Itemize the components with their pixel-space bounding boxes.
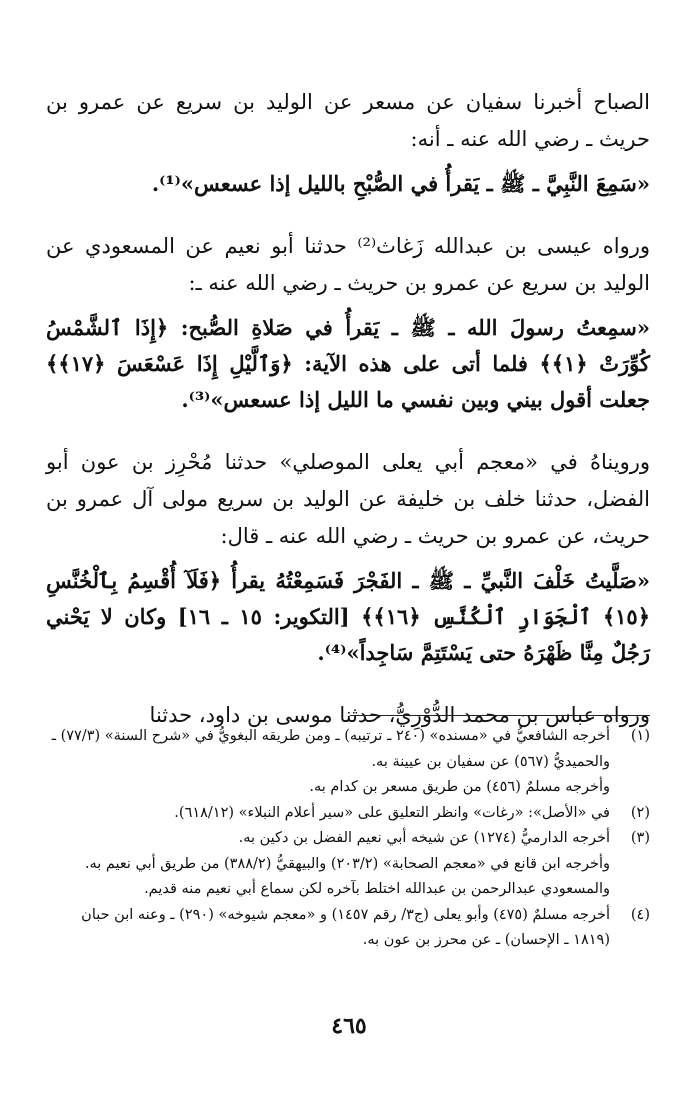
- footnote-2: [46, 801, 650, 827]
- hadith-3: «صَلَّيتُ خَلْفَ النَّبيِّ ـ ﷺ ـ الفَجْرَ فَسَمِعْتُهُ يقرأُ ﴿فَلَآ أُقْسِمُ بِٱلْخُنَّسِ ﴿١٥﴾ ٱلْجَوَارِ ٱلْكُنَّسِ ﴿١٦﴾﴾ [التكوير: ١٥ ـ ١٦] وكان لا يَحْني رَجُلٌ مِنَّا ظَهْرَهُ حتى يَسْتَتِمَّ سَاجِداً»⁽⁴⁾.: [46, 568, 650, 665]
- footnote-1-continuation: وأخرجه مسلمٌ (٤٥٦) من طريق مسعر بن كدام به.: [309, 779, 610, 795]
- paragraph-4: ورواه عباس بن محمد الدُّوْرِيُّ، حدثنا موسى بن داود، حدثنا: [149, 703, 650, 727]
- footnote-text: أخرجه الدارميُّ (١٢٧٤) عن شيخه أبي نعيم الفضل بن دكين به.: [238, 830, 610, 846]
- footnote-divider: [350, 715, 650, 716]
- footnote-3-continuation: وأخرجه ابن قانع في «معجم الصحابة» (٢٠٣/٢) والبيهقيُّ (٣٨٨/٢) من طريق أبي نعيم به.: [84, 855, 610, 872]
- footnote-number: (٣): [630, 830, 650, 846]
- footnote-number: (٤): [630, 906, 650, 923]
- spacer: [46, 212, 650, 228]
- hadith-1: «سَمِعَ النَّبِيَّ ـ ﷺ ـ يَقرأُ في الصُّبْحِ بالليل إذا عسعس»⁽¹⁾.: [151, 171, 650, 196]
- spacer: [46, 681, 650, 697]
- footnote-text: في «الأصل»: «رغات» وانظر التعليق على «سير أعلام النبلاء» (٦١٨/١٢).: [174, 804, 610, 821]
- footnote-number: (٢): [630, 804, 650, 821]
- footnote-1: [46, 724, 650, 775]
- paragraph-3: ورويناهُ في «معجم أبي يعلى الموصلي» حدثنا مُحْرِز بن عون أبو الفضل، حدثنا خلف بن خليفة عن الوليد بن سريع مولى آل عمرو بن حريث، عن عمرو بن حريث ـ رضي الله عنه ـ قال:: [46, 450, 650, 548]
- footnote-3-continuation: والمسعودي عبدالرحمن بن عبدالله اختلط بآخره لكن سماع أبي نعيم منه قديم.: [144, 881, 610, 897]
- footnote-number: (١): [630, 728, 650, 744]
- paragraph-1: الصباح أخبرنا سفيان عن مسعر عن الوليد بن سريع عن عمرو بن حريث ـ رضي الله عنه ـ أنه:: [46, 90, 650, 151]
- paragraph-2: ورواه عيسى بن عبدالله زَغاث⁽²⁾ حدثنا أبو نعيم عن المسعودي عن الوليد بن سريع عن عمرو بن حريث ـ رضي الله عنه ـ:: [46, 234, 650, 295]
- footnote-3: [46, 826, 650, 852]
- footnote-text: أخرجه الشافعيُّ في «مسنده» (٢٤٠ ـ ترتيبه) ـ ومن طريقه البغويُّ في «شرح السنة» (٧٧/٣) ـ والحميديُّ (٥٦٧) عن سفيان بن عيينة به.: [51, 728, 610, 770]
- footnote-4: [46, 903, 650, 954]
- main-text: [46, 84, 650, 734]
- hadith-2: «سمِعتُ رسولَ الله ـ ﷺ ـ يَقرأُ في صَلاةِ الصُّبح: ﴿إِذَا ٱلشَّمْسُ كُوِّرَتْ ﴿١﴾﴾ فلما أتى على هذه الآية: ﴿وَٱلَّيْلِ إِذَا عَسْعَسَ ﴿١٧﴾﴾ جعلت أقول بيني وبين نفسي ما الليل إذا عسعس»⁽³⁾.: [46, 315, 650, 412]
- footnotes: [46, 724, 650, 954]
- spacer: [46, 428, 650, 444]
- footnote-text: أخرجه مسلمٌ (٤٧٥) وأبو يعلى (ج٣/ رقم ١٤٥٧) و «معجم شيوخه» (٢٩٠) ـ وعنه ابن حبان (١٨١٩ ـ الإحسان) ـ عن محرز بن عون به.: [81, 906, 610, 948]
- page-number: ٤٦٥: [331, 1013, 367, 1039]
